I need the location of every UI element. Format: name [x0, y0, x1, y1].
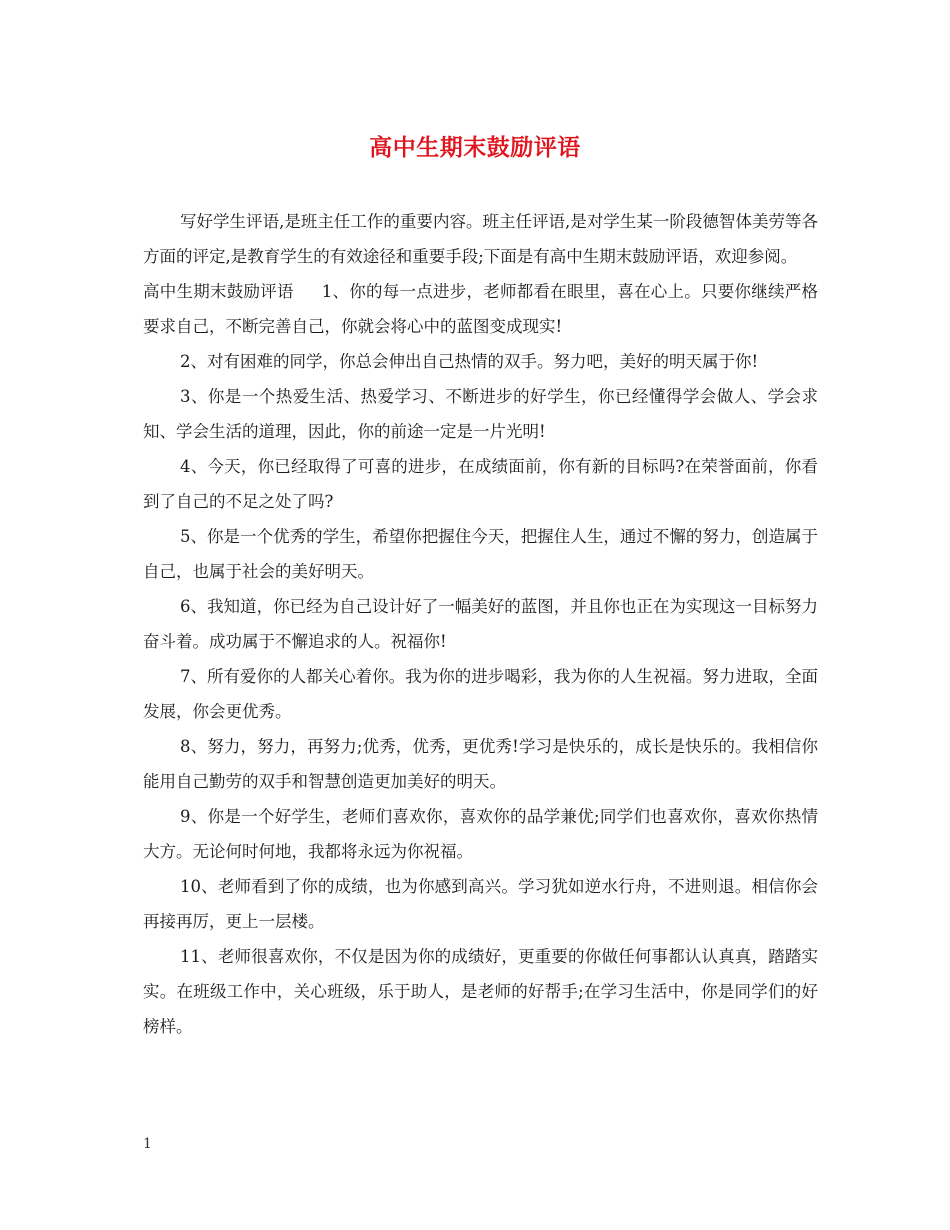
page-number: 1 — [143, 1136, 152, 1152]
list-item-10: 10、老师看到了你的成绩，也为你感到高兴。学习犹如逆水行舟，不进则退。相信你会再接再厉，更上一层楼。 — [143, 877, 818, 931]
list-item-7: 7、所有爱你的人都关心着你。我为你的进步喝彩，我为你的人生祝福。努力进取，全面发展，你会更优秀。 — [143, 667, 818, 721]
document-title: 高中生期末鼓励评语 — [369, 134, 581, 161]
list-item-6: 6、我知道，你已经为自己设计好了一幅美好的蓝图，并且你也正在为实现这一目标努力奋斗着。成功属于不懈追求的人。祝福你! — [143, 597, 818, 651]
list-item-5: 5、你是一个优秀的学生，希望你把握住今天，把握住人生，通过不懈的努力，创造属于自己，也属于社会的美好明天。 — [143, 527, 818, 581]
list-item-4: 4、今天，你已经取得了可喜的进步，在成绩面前，你有新的目标吗?在荣誉面前，你看到了自己的不足之处了吗? — [143, 457, 818, 511]
list-item-9: 9、你是一个好学生，老师们喜欢你，喜欢你的品学兼优;同学们也喜欢你，喜欢你热情大方。无论何时何地，我都将永远为你祝福。 — [143, 807, 818, 861]
list-item-11: 11、老师很喜欢你，不仅是因为你的成绩好，更重要的你做任何事都认认真真，踏踏实实。在班级工作中，关心班级，乐于助人，是老师的好帮手;在学习生活中，你是同学们的好榜样。 — [143, 947, 818, 1036]
list-item-8: 8、努力，努力，再努力;优秀，优秀，更优秀!学习是快乐的，成长是快乐的。我相信你能用自己勤劳的双手和智慧创造更加美好的明天。 — [143, 737, 818, 791]
list-item-3: 3、你是一个热爱生活、热爱学习、不断进步的好学生，你已经懂得学会做人、学会求知、学会生活的道理，因此，你的前途一定是一片光明! — [143, 387, 818, 441]
list-item-2: 2、对有困难的同学，你总会伸出自己热情的双手。努力吧，美好的明天属于你! — [180, 352, 759, 371]
section-heading: 高中生期末鼓励评语 — [143, 282, 294, 301]
intro-paragraph: 写好学生评语,是班主任工作的重要内容。班主任评语,是对学生某一阶段德智体美劳等各方面的评定,是教育学生的有效途径和重要手段;下面是有高中生期末鼓励评语，欢迎参阅。 — [143, 212, 818, 266]
first-item-paragraph — [143, 274, 818, 344]
document-body — [143, 204, 818, 1044]
list-item-1: 1、你的每一点进步，老师都看在眼里，喜在心上。只要你继续严格要求自己，不断完善自己，你就会将心中的蓝图变成现实! — [143, 282, 818, 336]
